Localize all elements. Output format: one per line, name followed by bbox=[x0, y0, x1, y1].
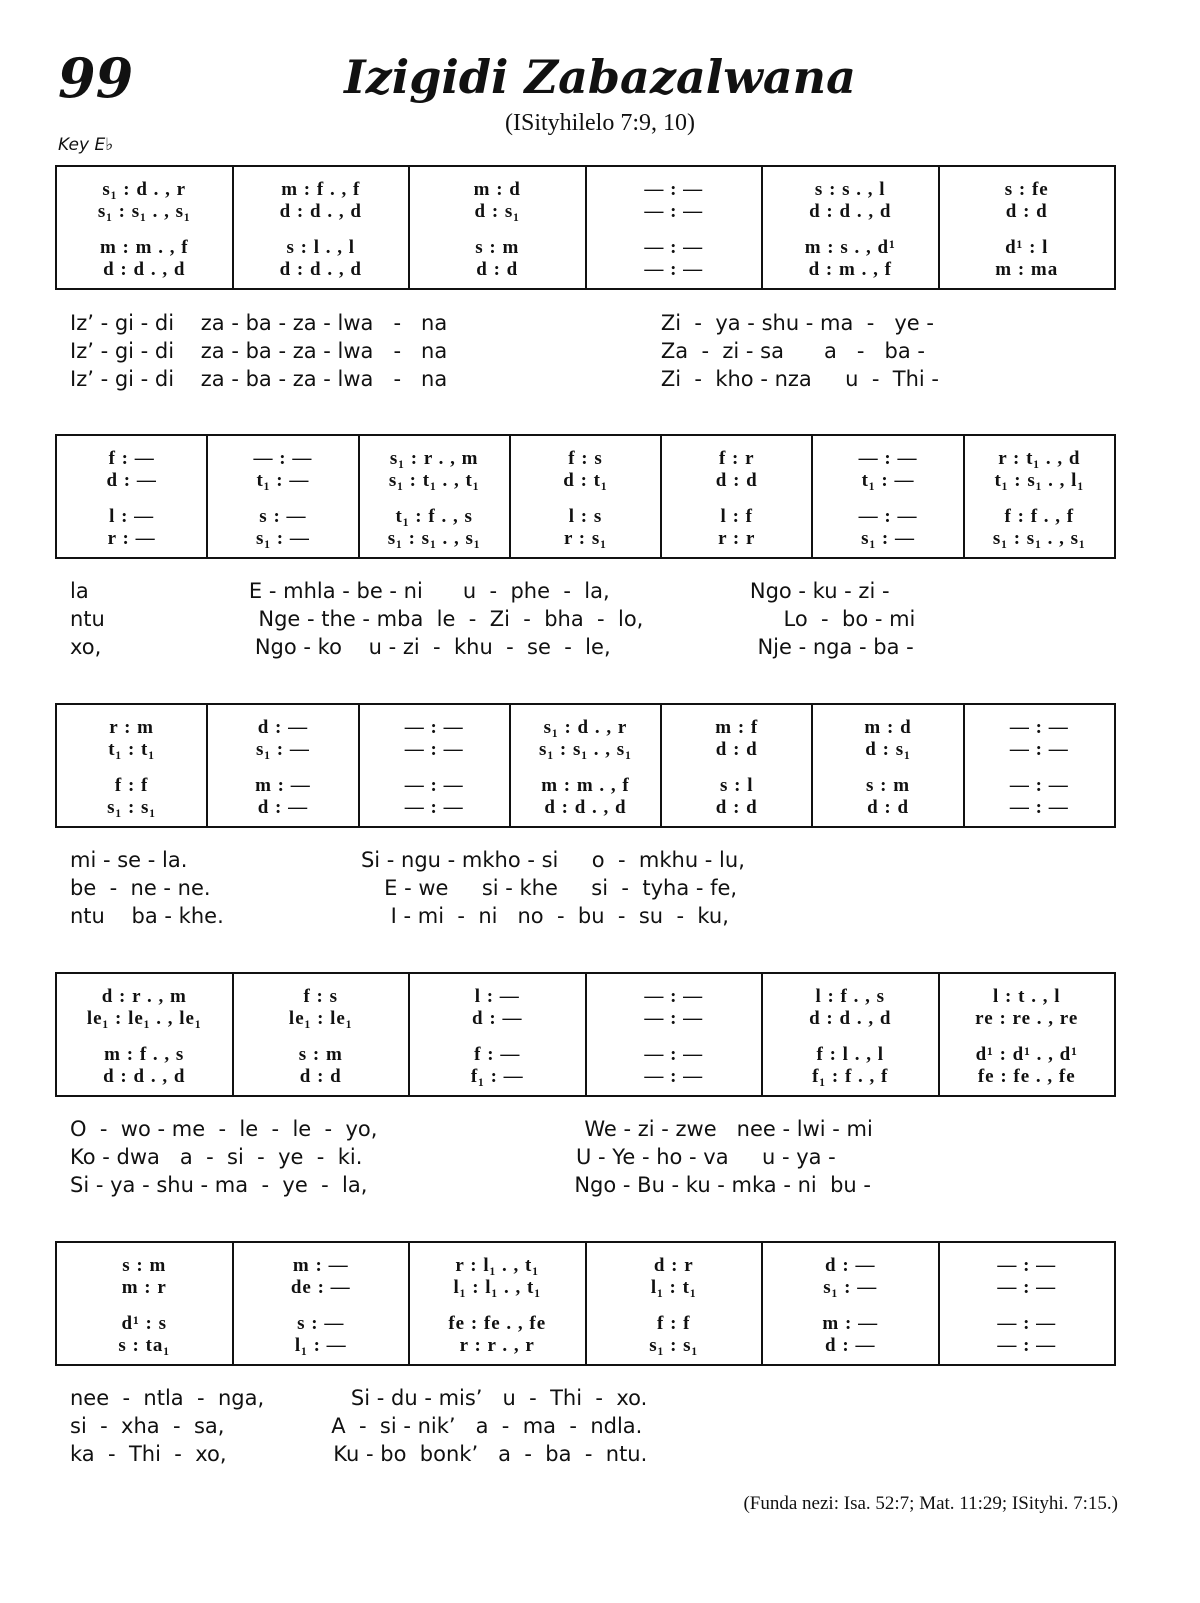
lyric-line: Ko - dwa a - si - ye - ki. U - Ye - ho - va u - ya - bbox=[70, 1145, 836, 1169]
solfa-notes: s : m bbox=[122, 1255, 167, 1276]
measure bbox=[408, 974, 585, 1095]
solfa-notes: d : d . , d bbox=[279, 201, 362, 222]
measure bbox=[206, 705, 357, 826]
solfa-notes: d : d bbox=[476, 259, 519, 280]
tonic-solfa-system bbox=[55, 434, 1116, 559]
solfa-notes: l : t . , l bbox=[993, 986, 1061, 1007]
solfa-notes: m : m . , f bbox=[99, 237, 189, 258]
lyric-line: nee - ntla - nga, Si - du - mis’ u - Thi - xo. bbox=[70, 1386, 648, 1410]
measure bbox=[232, 974, 409, 1095]
lyric-line: O - wo - me - le - le - yo, We - zi - zwe nee - lwi - mi bbox=[70, 1117, 873, 1141]
measure bbox=[761, 167, 938, 288]
solfa-notes: m : m . , f bbox=[541, 775, 630, 796]
solfa-notes: d : d . , d bbox=[103, 1066, 186, 1087]
solfa-notes: — : — bbox=[253, 448, 313, 469]
solfa-notes: r : r bbox=[718, 528, 756, 549]
solfa-notes: f : — bbox=[108, 448, 155, 469]
solfa-notes: l : s bbox=[568, 506, 603, 527]
measure bbox=[938, 167, 1115, 288]
solfa-notes: d : d bbox=[715, 739, 758, 760]
solfa-notes: s₁ : r . , m bbox=[389, 448, 479, 469]
measure bbox=[938, 974, 1115, 1095]
lyric-line: Iz’ - gi - di za - ba - za - lwa - na Zi - kho - nza u - Thi - bbox=[70, 367, 939, 391]
solfa-notes: f : f bbox=[114, 775, 149, 796]
solfa-notes: d : — bbox=[106, 470, 157, 491]
solfa-notes: f : r bbox=[718, 448, 755, 469]
solfa-notes: s₁ : d . , r bbox=[102, 179, 187, 200]
solfa-notes: d : — bbox=[472, 1008, 523, 1029]
measure bbox=[408, 167, 585, 288]
solfa-notes: d : d bbox=[715, 797, 758, 818]
solfa-notes: l : f bbox=[720, 506, 753, 527]
solfa-notes: t₁ : s₁ . , l₁ bbox=[994, 470, 1085, 491]
solfa-notes: l₁ : t₁ bbox=[650, 1277, 697, 1298]
solfa-notes: t₁ : f . , s bbox=[395, 506, 473, 527]
scripture-reference: (ISityhilelo 7:9, 10) bbox=[505, 110, 695, 136]
solfa-notes: s : fe bbox=[1004, 179, 1049, 200]
solfa-notes: fe : fe . , fe bbox=[448, 1313, 547, 1334]
key-signature: Key E♭ bbox=[58, 135, 114, 155]
solfa-notes: d : — bbox=[825, 1255, 876, 1276]
solfa-notes: l : — bbox=[109, 506, 155, 527]
solfa-notes: de : — bbox=[290, 1277, 351, 1298]
measure bbox=[408, 1243, 585, 1364]
solfa-notes: — : — bbox=[997, 1277, 1057, 1298]
solfa-notes: r : r . , r bbox=[459, 1335, 535, 1356]
lyrics-block bbox=[70, 846, 1120, 930]
solfa-notes: m : f . , s bbox=[104, 1044, 185, 1065]
solfa-notes: — : — bbox=[997, 1335, 1057, 1356]
measure bbox=[57, 436, 206, 557]
solfa-notes: s₁ : — bbox=[255, 528, 310, 549]
footer-references: (Funda nezi: Isa. 52:7; Mat. 11:29; ISityhi. 7:15.) bbox=[743, 1493, 1118, 1514]
solfa-notes: m : — bbox=[292, 1255, 349, 1276]
solfa-notes: — : — bbox=[404, 775, 464, 796]
solfa-notes: f : f . , f bbox=[1004, 506, 1075, 527]
solfa-notes: — : — bbox=[644, 201, 704, 222]
solfa-notes: s : l . , l bbox=[286, 237, 356, 258]
solfa-notes: f₁ : f . , f bbox=[812, 1066, 889, 1087]
solfa-notes: s : — bbox=[259, 506, 307, 527]
solfa-notes: d : d . , d bbox=[544, 797, 627, 818]
solfa-notes: f : l . , l bbox=[816, 1044, 884, 1065]
solfa-notes: m : f bbox=[715, 717, 759, 738]
solfa-notes: s : ta₁ bbox=[118, 1335, 171, 1356]
solfa-notes: — : — bbox=[858, 448, 918, 469]
measure bbox=[57, 1243, 232, 1364]
lyrics-block bbox=[70, 1384, 1120, 1468]
solfa-notes: s₁ : — bbox=[861, 528, 915, 549]
solfa-notes: s₁ : — bbox=[255, 739, 310, 760]
solfa-notes: s : l bbox=[720, 775, 754, 796]
measure bbox=[57, 167, 232, 288]
solfa-notes: r : t₁ . , d bbox=[998, 448, 1081, 469]
lyrics-block bbox=[70, 309, 1120, 393]
solfa-notes: d : d bbox=[715, 470, 758, 491]
measure bbox=[358, 436, 509, 557]
solfa-notes: le₁ : le₁ bbox=[288, 1008, 353, 1029]
solfa-notes: d : d . , d bbox=[809, 1008, 892, 1029]
solfa-notes: — : — bbox=[644, 1008, 704, 1029]
solfa-notes: r : l₁ . , t₁ bbox=[455, 1255, 540, 1276]
solfa-notes: — : — bbox=[644, 1044, 704, 1065]
solfa-notes: m : s . , d¹ bbox=[804, 237, 896, 258]
solfa-notes: d : — bbox=[825, 1335, 876, 1356]
tonic-solfa-system bbox=[55, 1241, 1116, 1366]
lyric-line: ntu ba - khe. I - mi - ni no - bu - su - ku, bbox=[70, 904, 729, 928]
measure bbox=[963, 705, 1114, 826]
solfa-notes: s : s . , l bbox=[814, 179, 886, 200]
solfa-notes: l : — bbox=[474, 986, 520, 1007]
measure bbox=[232, 1243, 409, 1364]
solfa-notes: d : s₁ bbox=[474, 201, 520, 222]
solfa-notes: s : m bbox=[866, 775, 911, 796]
solfa-notes: s₁ : t₁ . , t₁ bbox=[388, 470, 480, 491]
lyric-line: ka - Thi - xo, Ku - bo bonk’ a - ba - ntu. bbox=[70, 1442, 648, 1466]
solfa-notes: d : d bbox=[299, 1066, 342, 1087]
lyrics-block bbox=[70, 577, 1120, 661]
solfa-notes: s₁ : s₁ . , s₁ bbox=[97, 201, 191, 222]
measure bbox=[811, 705, 962, 826]
solfa-notes: s₁ : s₁ . , s₁ bbox=[539, 739, 632, 760]
solfa-notes: — : — bbox=[644, 986, 704, 1007]
solfa-notes: d : t₁ bbox=[563, 470, 608, 491]
solfa-notes: d : m . , f bbox=[808, 259, 892, 280]
solfa-notes: f : s bbox=[568, 448, 603, 469]
solfa-notes: t₁ : — bbox=[861, 470, 915, 491]
solfa-notes: — : — bbox=[1009, 739, 1069, 760]
solfa-notes: m : — bbox=[255, 775, 311, 796]
measure bbox=[660, 705, 811, 826]
solfa-notes: s : m bbox=[475, 237, 520, 258]
solfa-notes: m : — bbox=[822, 1313, 879, 1334]
solfa-notes: l : f . , s bbox=[815, 986, 886, 1007]
measure bbox=[509, 436, 660, 557]
solfa-notes: d : — bbox=[257, 797, 309, 818]
solfa-notes: d¹ : l bbox=[1005, 237, 1049, 258]
solfa-notes: m : d bbox=[864, 717, 912, 738]
solfa-notes: d¹ : d¹ . , d¹ bbox=[975, 1044, 1078, 1065]
measure bbox=[938, 1243, 1115, 1364]
measure bbox=[585, 167, 762, 288]
solfa-notes: le₁ : le₁ . , le₁ bbox=[86, 1008, 202, 1029]
lyric-line: Iz’ - gi - di za - ba - za - lwa - na Za - zi - sa a - ba - bbox=[70, 339, 925, 363]
measure bbox=[585, 1243, 762, 1364]
solfa-notes: r : — bbox=[107, 528, 156, 549]
tonic-solfa-system bbox=[55, 703, 1116, 828]
measure bbox=[585, 974, 762, 1095]
lyric-line: si - xha - sa, A - si - nik’ a - ma - ndla. bbox=[70, 1414, 643, 1438]
hymn-number: 99 bbox=[58, 46, 134, 110]
solfa-notes: — : — bbox=[644, 259, 704, 280]
solfa-notes: re : re . , re bbox=[975, 1008, 1079, 1029]
solfa-notes: — : — bbox=[1009, 775, 1069, 796]
lyric-line: Iz’ - gi - di za - ba - za - lwa - na Zi - ya - shu - ma - ye - bbox=[70, 311, 934, 335]
solfa-notes: t₁ : — bbox=[256, 470, 310, 491]
measure bbox=[509, 705, 660, 826]
solfa-notes: — : — bbox=[644, 179, 704, 200]
solfa-notes: s₁ : s₁ bbox=[107, 797, 157, 818]
measure bbox=[57, 974, 232, 1095]
measure bbox=[57, 705, 206, 826]
solfa-notes: — : — bbox=[1009, 797, 1069, 818]
solfa-notes: r : s₁ bbox=[563, 528, 607, 549]
solfa-notes: d : d bbox=[867, 797, 910, 818]
solfa-notes: d : r bbox=[653, 1255, 694, 1276]
solfa-notes: s₁ : s₁ bbox=[649, 1335, 699, 1356]
solfa-notes: d : s₁ bbox=[865, 739, 911, 760]
solfa-notes: — : — bbox=[1009, 717, 1069, 738]
solfa-notes: — : — bbox=[644, 237, 704, 258]
solfa-notes: m : r bbox=[121, 1277, 167, 1298]
solfa-notes: d : — bbox=[257, 717, 309, 738]
solfa-notes: m : ma bbox=[995, 259, 1059, 280]
solfa-notes: d : d bbox=[1005, 201, 1048, 222]
solfa-notes: d : d . , d bbox=[103, 259, 186, 280]
solfa-notes: s₁ : s₁ . , s₁ bbox=[387, 528, 481, 549]
solfa-notes: — : — bbox=[997, 1255, 1057, 1276]
solfa-notes: fe : fe . , fe bbox=[977, 1066, 1076, 1087]
solfa-notes: f : — bbox=[474, 1044, 521, 1065]
lyric-line: Si - ya - shu - ma - ye - la, Ngo - Bu - ku - mka - ni bu - bbox=[70, 1173, 871, 1197]
solfa-notes: — : — bbox=[644, 1066, 704, 1087]
solfa-notes: m : f . , f bbox=[281, 179, 361, 200]
hymn-title: Izigidi Zabazalwana bbox=[344, 50, 856, 104]
solfa-notes: f : s bbox=[303, 986, 339, 1007]
measure bbox=[963, 436, 1114, 557]
measure bbox=[761, 974, 938, 1095]
solfa-notes: — : — bbox=[997, 1313, 1057, 1334]
lyric-line: be - ne - ne. E - we si - khe si - tyha - fe, bbox=[70, 876, 738, 900]
tonic-solfa-system bbox=[55, 165, 1116, 290]
lyric-line: ntu Nge - the - mba le - Zi - bha - lo, Lo - bo - mi bbox=[70, 607, 916, 631]
measure bbox=[206, 436, 357, 557]
solfa-notes: — : — bbox=[404, 717, 464, 738]
lyric-line: xo, Ngo - ko u - zi - khu - se - le, Nje - nga - ba - bbox=[70, 635, 914, 659]
solfa-notes: f₁ : — bbox=[470, 1066, 524, 1087]
solfa-notes: m : d bbox=[473, 179, 521, 200]
measure bbox=[358, 705, 509, 826]
solfa-notes: l₁ : l₁ . , t₁ bbox=[453, 1277, 542, 1298]
lyric-line: la E - mhla - be - ni u - phe - la, Ngo - ku - zi - bbox=[70, 579, 890, 603]
lyrics-block bbox=[70, 1115, 1120, 1199]
measure bbox=[660, 436, 811, 557]
solfa-notes: d : d . , d bbox=[279, 259, 362, 280]
tonic-solfa-system bbox=[55, 972, 1116, 1097]
solfa-notes: — : — bbox=[404, 797, 464, 818]
measure bbox=[232, 167, 409, 288]
solfa-notes: t₁ : t₁ bbox=[108, 739, 156, 760]
solfa-notes: r : m bbox=[109, 717, 155, 738]
solfa-notes: s₁ : — bbox=[823, 1277, 878, 1298]
solfa-notes: f : f bbox=[657, 1313, 691, 1334]
solfa-notes: — : — bbox=[404, 739, 464, 760]
measure bbox=[811, 436, 962, 557]
solfa-notes: d : r . , m bbox=[101, 986, 187, 1007]
measure bbox=[761, 1243, 938, 1364]
solfa-notes: l₁ : — bbox=[294, 1335, 347, 1356]
solfa-notes: — : — bbox=[858, 506, 918, 527]
solfa-notes: s : m bbox=[298, 1044, 343, 1065]
lyric-line: mi - se - la. Si - ngu - mkho - si o - mkhu - lu, bbox=[70, 848, 745, 872]
solfa-notes: s : — bbox=[297, 1313, 345, 1334]
solfa-notes: s₁ : s₁ . , s₁ bbox=[992, 528, 1086, 549]
solfa-notes: s₁ : d . , r bbox=[543, 717, 628, 738]
solfa-notes: d : d . , d bbox=[809, 201, 892, 222]
solfa-notes: d¹ : s bbox=[121, 1313, 167, 1334]
